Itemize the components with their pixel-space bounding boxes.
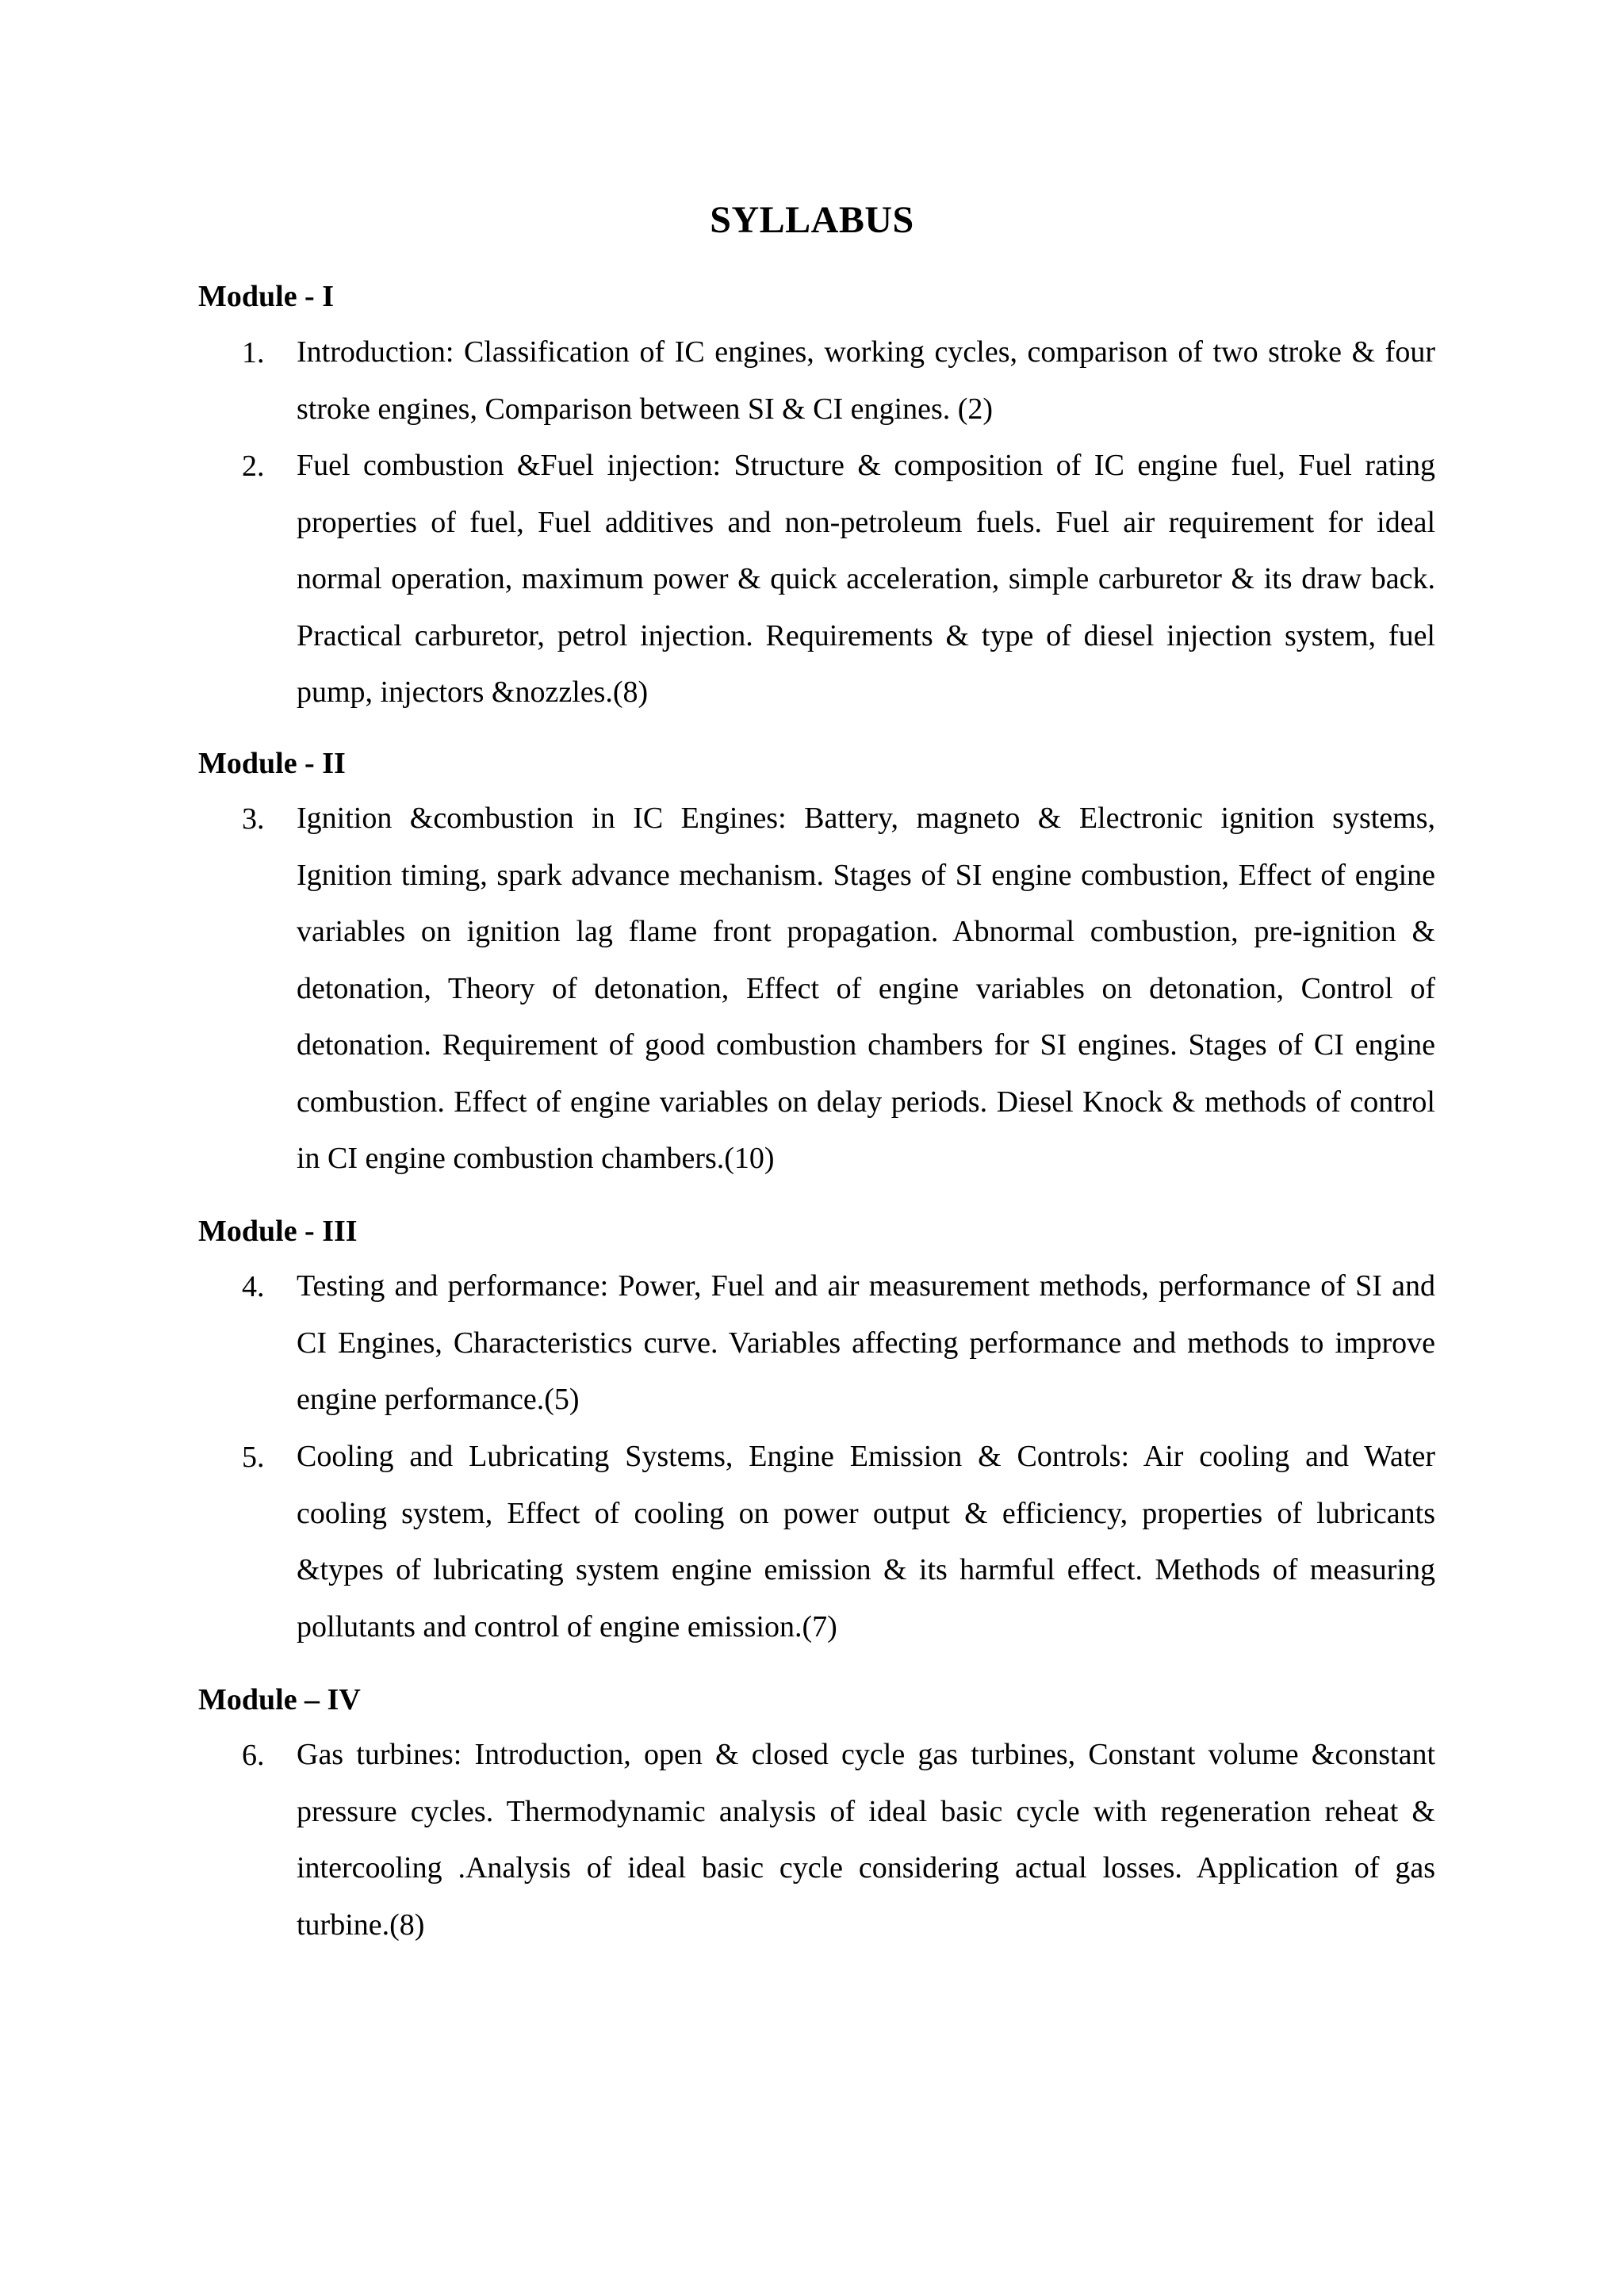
module-4-heading: Module – IV — [198, 1683, 361, 1716]
list-item-text: Fuel combustion &Fuel injection: Structure & composition of IC engine fuel, Fuel rating properties of fuel, Fuel additives and non-petroleum fuels. Fuel air requirement for ideal normal operation, maximum power & quick acceleration, simple carburetor & its draw back. Practical carburetor, petrol injection. Requirements & type of diesel injection system, fuel pump, injectors &nozzles.(8) — [297, 449, 1435, 709]
list-item-number: 5. — [242, 1441, 265, 1474]
module-3-heading: Module - III — [198, 1215, 358, 1248]
page-title: SYLLABUS — [710, 199, 914, 241]
list-item-number: 3. — [242, 802, 265, 836]
list-item-text: Cooling and Lubricating Systems, Engine Emission & Controls: Air cooling and Water cooling system, Effect of cooling on power output & efficiency, properties of lubricants &types of lubricating system engine emission & its harmful effect. Methods of measuring pollutants and control of engine emission.(7) — [297, 1440, 1435, 1644]
list-item-text: Introduction: Classification of IC engines, working cycles, comparison of two stroke & four stroke engines, Comparison between SI & CI engines. (2) — [297, 335, 1435, 426]
list-item-number: 4. — [242, 1270, 265, 1303]
module-2-heading: Module - II — [198, 747, 346, 780]
list-item-text: Testing and performance: Power, Fuel and air measurement methods, performance of SI and CI Engines, Characteristics curve. Variables affecting performance and methods to improve engine performance.(5) — [297, 1269, 1435, 1416]
list-item-number: 6. — [242, 1739, 265, 1772]
module-1-heading: Module - I — [198, 280, 334, 313]
list-item-text: Ignition &combustion in IC Engines: Battery, magneto & Electronic ignition systems, Ignition timing, spark advance mechanism. Stages of SI engine combustion, Effect of engine variables on ignition lag flame front propagation. Abnormal combustion, pre-ignition & detonation, Theory of detonation, Effect of engine variables on detonation, Control of detonation. Requirement of good combustion chambers for SI engines. Stages of CI engine combustion. Effect of engine variables on delay periods. Diesel Knock & methods of control in CI engine combustion chambers.(10) — [297, 802, 1435, 1175]
list-item-text: Gas turbines: Introduction, open & closed cycle gas turbines, Constant volume &constant pressure cycles. Thermodynamic analysis of ideal basic cycle with regeneration reheat & intercooling .Analysis of ideal basic cycle considering actual losses. Application of gas turbine.(8) — [297, 1738, 1435, 1942]
list-item-number: 1. — [242, 336, 265, 369]
list-item-number: 2. — [242, 450, 265, 483]
